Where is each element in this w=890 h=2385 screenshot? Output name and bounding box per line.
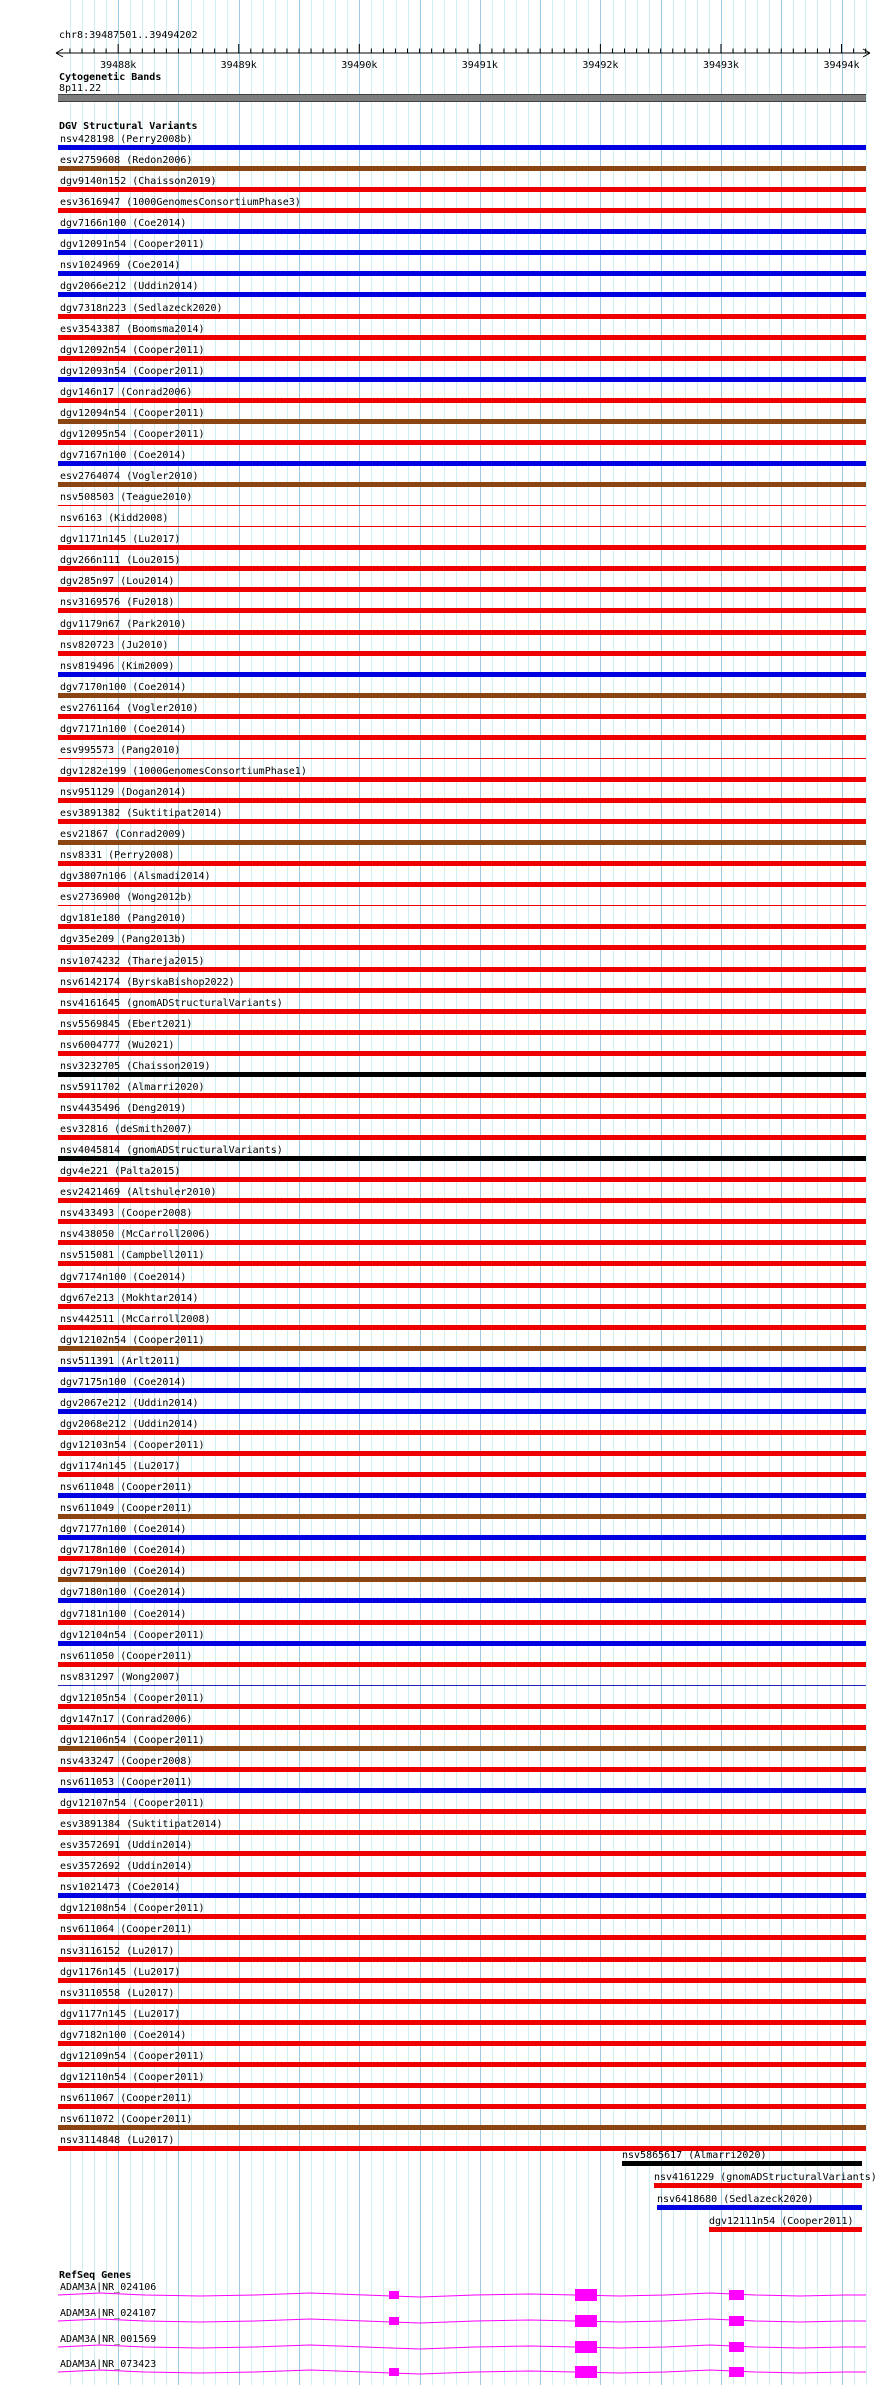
variant-label: nsv1024969 (Coe2014) — [60, 260, 181, 272]
variant-bar[interactable] — [58, 1430, 866, 1435]
variant-bar[interactable] — [58, 505, 866, 506]
exon-block[interactable] — [575, 2366, 597, 2378]
variant-label: nsv428198 (Perry2008b) — [60, 134, 193, 145]
variant-bar[interactable] — [58, 1219, 866, 1224]
variant-label: nsv6004777 (Wu2021) — [60, 1039, 175, 1051]
variant-bar[interactable] — [58, 1135, 866, 1140]
variant-label: nsv4161645 (gnomADStructuralVariants) — [60, 997, 283, 1009]
variant-label: dgv12105n54 (Cooper2011) — [60, 1692, 205, 1704]
variant-bar[interactable] — [58, 905, 866, 906]
variant-bar[interactable] — [58, 1767, 866, 1772]
variant-bar[interactable] — [58, 1198, 866, 1203]
variant-bar[interactable] — [58, 587, 866, 592]
variant-bar[interactable] — [58, 714, 866, 719]
variant-label: nsv611053 (Cooper2011) — [60, 1777, 193, 1788]
gene-label: ADAM3A|NR_001569 — [60, 2334, 157, 2345]
variant-bar[interactable] — [58, 1872, 866, 1877]
variant-bar[interactable] — [58, 1451, 866, 1456]
variant-bar[interactable] — [58, 1685, 866, 1686]
variant-bar[interactable] — [58, 545, 866, 550]
cytoband-name: 8p11.22 — [59, 83, 102, 94]
ruler-tick-label: 39493k — [702, 60, 740, 71]
variant-bar[interactable] — [58, 882, 866, 887]
variant-label: dgv7171n100 (Coe2014) — [60, 723, 187, 735]
variant-label: esv3572692 (Uddin2014) — [60, 1861, 193, 1873]
variant-label: nsv611050 (Cooper2011) — [60, 1650, 193, 1662]
variant-label: esv995573 (Pang2010) — [60, 744, 181, 756]
variant-label: esv21867 (Conrad2009) — [60, 829, 187, 841]
variant-bar[interactable] — [622, 2161, 862, 2166]
variant-label: esv3616947 (1000GenomesConsortiumPhase3) — [60, 197, 301, 209]
variant-label: nsv433493 (Cooper2008) — [60, 1208, 193, 1220]
variant-label: esv2764074 (Vogler2010) — [60, 471, 199, 482]
variant-bar[interactable] — [58, 166, 866, 171]
variant-bar[interactable] — [58, 2104, 866, 2109]
variant-label: dgv146n17 (Conrad2006) — [60, 386, 193, 398]
variant-label: dgv7181n100 (Coe2014) — [60, 1608, 187, 1620]
variant-bar[interactable] — [58, 967, 866, 972]
variant-label: dgv2068e212 (Uddin2014) — [60, 1418, 199, 1430]
variant-bar[interactable] — [58, 988, 866, 993]
variant-label: dgv67e213 (Mokhtar2014) — [60, 1292, 199, 1304]
variant-bar[interactable] — [58, 187, 866, 192]
variant-bar[interactable] — [58, 1535, 866, 1540]
variant-label: dgv7174n100 (Coe2014) — [60, 1271, 187, 1283]
variant-bar[interactable] — [654, 2183, 862, 2188]
variant-bar[interactable] — [58, 1388, 866, 1393]
variant-label: esv2759608 (Redon2006) — [60, 155, 193, 167]
cytoband-track-title: Cytogenetic Bands — [59, 72, 162, 83]
variant-bar[interactable] — [58, 1809, 866, 1814]
variant-label: dgv12092n54 (Cooper2011) — [60, 344, 205, 356]
variant-label: esv3891384 (Suktitipat2014) — [60, 1819, 223, 1831]
variant-label: nsv3114848 (Lu2017) — [60, 2135, 175, 2147]
variant-bar[interactable] — [58, 1662, 866, 1667]
variant-label: dgv7179n100 (Coe2014) — [60, 1566, 187, 1578]
ruler-tick-label: 39488k — [100, 60, 137, 71]
variant-bar[interactable] — [58, 798, 866, 803]
variant-bar[interactable] — [58, 1620, 866, 1625]
variant-bar[interactable] — [58, 861, 866, 866]
variant-bar[interactable] — [58, 356, 866, 361]
variant-bar[interactable] — [58, 758, 866, 759]
variant-label: dgv12091n54 (Cooper2011) — [60, 239, 205, 251]
variant-bar[interactable] — [58, 840, 866, 845]
variant-bar[interactable] — [58, 2041, 866, 2046]
exon-block[interactable] — [575, 2315, 597, 2327]
variant-bar[interactable] — [58, 1051, 866, 1056]
variant-label: dgv7175n100 (Coe2014) — [60, 1376, 187, 1388]
variant-label: dgv12111n54 (Cooper2011) — [709, 2216, 854, 2227]
variant-bar[interactable] — [58, 208, 866, 213]
variant-bar[interactable] — [58, 1346, 866, 1351]
variant-label: dgv4e221 (Palta2015) — [60, 1166, 181, 1178]
variant-label: dgv1179n67 (Park2010) — [60, 618, 187, 630]
variant-label: dgv7180n100 (Coe2014) — [60, 1587, 187, 1599]
variant-label: esv32816 (deSmith2007) — [60, 1124, 193, 1135]
variant-label: dgv1171n145 (Lu2017) — [60, 534, 181, 546]
variant-bar[interactable] — [58, 1935, 866, 1940]
variant-bar[interactable] — [58, 1009, 866, 1014]
variant-label: nsv442511 (McCarroll2008) — [60, 1313, 211, 1325]
variant-label: dgv35e209 (Pang2013b) — [60, 934, 187, 946]
variant-label: nsv433247 (Cooper2008) — [60, 1755, 193, 1767]
variant-label: esv3543387 (Boomsma2014) — [60, 323, 205, 335]
variant-bar[interactable] — [58, 777, 866, 782]
variant-label: nsv819496 (Kim2009) — [60, 660, 175, 672]
variant-label: dgv12095n54 (Cooper2011) — [60, 428, 205, 440]
variant-bar[interactable] — [58, 1177, 866, 1182]
variant-label: nsv6418680 (Sedlazeck2020) — [657, 2194, 814, 2205]
variant-bar[interactable] — [58, 2020, 866, 2025]
variant-label: dgv7177n100 (Coe2014) — [60, 1524, 187, 1536]
variant-bar[interactable] — [58, 1851, 866, 1856]
variant-label: esv2736900 (Wong2012b) — [60, 892, 193, 904]
ruler-tick-label: 39489k — [220, 60, 257, 71]
variant-bar[interactable] — [58, 1746, 866, 1751]
variant-bar[interactable] — [58, 566, 866, 571]
variant-label: dgv1282e199 (1000GenomesConsortiumPhase1) — [60, 765, 307, 777]
variant-label: nsv4045814 (gnomADStructuralVariants) — [60, 1145, 283, 1157]
variant-label: nsv4435496 (Deng2019) — [60, 1102, 187, 1114]
variant-bar[interactable] — [58, 735, 866, 740]
variant-bar[interactable] — [58, 630, 866, 635]
variant-bar[interactable] — [58, 2125, 866, 2130]
variant-label: esv2761164 (Vogler2010) — [60, 702, 199, 714]
variant-bar[interactable] — [58, 693, 866, 698]
exon-block[interactable] — [389, 2291, 399, 2299]
ruler-tick-label: 39490k — [341, 60, 378, 71]
gene-label: ADAM3A|NR_073423 — [60, 2359, 157, 2370]
variant-label: dgv12094n54 (Cooper2011) — [60, 407, 205, 419]
variant-bar[interactable] — [58, 1704, 866, 1709]
variant-bar[interactable] — [58, 924, 866, 929]
variant-label: dgv12110n54 (Cooper2011) — [60, 2071, 205, 2083]
variant-bar[interactable] — [58, 1830, 866, 1835]
exon-block[interactable] — [729, 2367, 744, 2377]
variant-label: dgv7166n100 (Coe2014) — [60, 218, 187, 230]
variant-label: nsv511391 (Arlt2011) — [60, 1355, 181, 1367]
ruler-tick-label: 39491k — [461, 60, 498, 71]
variant-label: dgv1177n145 (Lu2017) — [60, 2008, 181, 2020]
variant-bar[interactable] — [58, 1472, 866, 1477]
variant-label: dgv7182n100 (Coe2014) — [60, 2029, 187, 2041]
variant-label: dgv12108n54 (Cooper2011) — [60, 1903, 205, 1915]
variant-label: nsv438050 (McCarroll2006) — [60, 1229, 211, 1241]
variant-bar[interactable] — [58, 1514, 866, 1519]
variant-label: nsv3110558 (Lu2017) — [60, 1987, 175, 1999]
variant-label: dgv7170n100 (Coe2014) — [60, 681, 187, 693]
variant-label: dgv2067e212 (Uddin2014) — [60, 1397, 199, 1409]
variant-label: dgv7178n100 (Coe2014) — [60, 1545, 187, 1557]
variant-bar[interactable] — [58, 672, 866, 677]
variant-bar[interactable] — [58, 250, 866, 255]
variant-bar[interactable] — [58, 461, 866, 466]
exon-block[interactable] — [389, 2368, 399, 2376]
variant-bar[interactable] — [58, 229, 866, 234]
variant-bar[interactable] — [58, 608, 866, 613]
variant-bar[interactable] — [58, 1641, 866, 1646]
variant-label: dgv3807n106 (Alsmadi2014) — [60, 871, 211, 883]
variant-bar[interactable] — [58, 398, 866, 403]
variant-label: nsv3169576 (Fu2018) — [60, 597, 175, 609]
exon-block[interactable] — [729, 2316, 744, 2326]
exon-block[interactable] — [729, 2342, 744, 2352]
cytoband-glyph — [58, 94, 866, 102]
refseq-track-title: RefSeq Genes — [59, 2270, 132, 2281]
variant-label: nsv831297 (Wong2007) — [60, 1671, 181, 1683]
variant-bar[interactable] — [58, 1093, 866, 1098]
variant-label: dgv7318n223 (Sedlazeck2020) — [60, 302, 223, 314]
variant-bar[interactable] — [709, 2227, 862, 2232]
variant-bar[interactable] — [58, 1725, 866, 1730]
variant-bar[interactable] — [58, 1030, 866, 1035]
variant-bar[interactable] — [58, 419, 866, 424]
variant-bar[interactable] — [58, 1577, 866, 1582]
variant-label: dgv12093n54 (Cooper2011) — [60, 365, 205, 377]
variant-label: dgv1176n145 (Lu2017) — [60, 1966, 181, 1978]
variant-bar[interactable] — [58, 1788, 866, 1793]
variant-bar[interactable] — [58, 1240, 866, 1245]
variant-bar[interactable] — [58, 335, 866, 340]
gene-label: ADAM3A|NR_024107 — [60, 2308, 157, 2319]
variant-label: nsv951129 (Dogan2014) — [60, 787, 187, 798]
variant-bar[interactable] — [58, 145, 866, 150]
variant-label: dgv285n97 (Lou2014) — [60, 576, 175, 588]
variant-bar[interactable] — [58, 1325, 866, 1330]
variant-label: nsv508503 (Teague2010) — [60, 492, 193, 504]
variant-bar[interactable] — [58, 1598, 866, 1603]
variant-label: nsv4161229 (gnomADStructuralVariants) — [654, 2172, 877, 2183]
variant-label: dgv1174n145 (Lu2017) — [60, 1461, 181, 1472]
variant-bar[interactable] — [58, 1072, 866, 1077]
variant-label: nsv515081 (Campbell2011) — [60, 1250, 205, 1262]
variant-label: dgv9140n152 (Chaisson2019) — [60, 176, 217, 188]
variant-label: dgv2066e212 (Uddin2014) — [60, 281, 199, 293]
variant-label: dgv12109n54 (Cooper2011) — [60, 2050, 205, 2062]
variant-bar[interactable] — [58, 1409, 866, 1414]
variant-label: nsv5865617 (Almarri2020) — [622, 2150, 767, 2161]
variant-bar[interactable] — [58, 1367, 866, 1372]
variant-label: dgv147n17 (Conrad2006) — [60, 1713, 193, 1725]
ruler-tick-label: 39492k — [582, 60, 619, 71]
variant-label: nsv1074232 (Thareja2015) — [60, 955, 205, 967]
variant-label: esv2421469 (Altshuler2010) — [60, 1187, 217, 1199]
variant-bar[interactable] — [58, 1114, 866, 1119]
variant-bar[interactable] — [657, 2205, 862, 2210]
variant-bar[interactable] — [58, 1493, 866, 1498]
variant-label: nsv5569845 (Ebert2021) — [60, 1018, 193, 1030]
variant-bar[interactable] — [58, 482, 866, 487]
variant-bar[interactable] — [58, 819, 866, 824]
variant-label: nsv3232705 (Chaisson2019) — [60, 1060, 211, 1072]
variant-label: nsv6142174 (ByrskaBishop2022) — [60, 976, 235, 988]
variant-bar[interactable] — [58, 1999, 866, 2004]
variant-bar[interactable] — [58, 1261, 866, 1266]
variant-label: dgv181e180 (Pang2010) — [60, 913, 187, 925]
exon-block[interactable] — [389, 2317, 399, 2325]
variant-label: nsv1021473 (Coe2014) — [60, 1882, 181, 1894]
variant-bar[interactable] — [58, 314, 866, 319]
variant-label: esv3572691 (Uddin2014) — [60, 1840, 193, 1852]
variant-label: dgv12107n54 (Cooper2011) — [60, 1798, 205, 1810]
variant-bar[interactable] — [58, 526, 866, 527]
variant-label: nsv3116152 (Lu2017) — [60, 1945, 175, 1957]
variant-label: esv3891382 (Suktitipat2014) — [60, 808, 223, 819]
variant-bar[interactable] — [58, 1893, 866, 1898]
variant-label: nsv611064 (Cooper2011) — [60, 1924, 193, 1936]
exon-block[interactable] — [575, 2289, 597, 2301]
variant-bar[interactable] — [58, 1914, 866, 1919]
variant-bar[interactable] — [58, 2062, 866, 2067]
variant-bar[interactable] — [58, 377, 866, 382]
variant-bar[interactable] — [58, 1957, 866, 1962]
variant-label: nsv611048 (Cooper2011) — [60, 1482, 193, 1494]
exon-block[interactable] — [575, 2341, 597, 2353]
variant-bar[interactable] — [58, 271, 866, 276]
variant-label: dgv12103n54 (Cooper2011) — [60, 1440, 205, 1451]
region-label: chr8:39487501..39494202 — [59, 30, 198, 41]
variant-bar[interactable] — [58, 2083, 866, 2088]
variant-label: nsv611067 (Cooper2011) — [60, 2093, 193, 2104]
variant-bar[interactable] — [58, 945, 866, 950]
variant-label: dgv7167n100 (Coe2014) — [60, 450, 187, 461]
variant-bar[interactable] — [58, 1304, 866, 1309]
variant-label: nsv6163 (Kidd2008) — [60, 513, 169, 525]
variant-label: nsv820723 (Ju2010) — [60, 639, 169, 651]
variant-label: dgv266n111 (Lou2015) — [60, 555, 181, 567]
exon-block[interactable] — [729, 2290, 744, 2300]
variant-label: dgv12104n54 (Cooper2011) — [60, 1629, 205, 1641]
variant-bar[interactable] — [58, 440, 866, 445]
variant-bar[interactable] — [58, 1556, 866, 1561]
variant-bar[interactable] — [58, 651, 866, 656]
variant-bar[interactable] — [58, 1283, 866, 1288]
variant-label: dgv12102n54 (Cooper2011) — [60, 1334, 205, 1346]
dgv-track-title: DGV Structural Variants — [59, 121, 198, 132]
variant-bar[interactable] — [58, 292, 866, 297]
variant-label: nsv5911702 (Almarri2020) — [60, 1081, 205, 1093]
variant-label: dgv12106n54 (Cooper2011) — [60, 1734, 205, 1746]
variant-label: nsv8331 (Perry2008) — [60, 850, 175, 862]
ruler-tick-label: 39494k — [823, 60, 860, 71]
variant-label: nsv611072 (Cooper2011) — [60, 2114, 193, 2125]
gene-label: ADAM3A|NR_024106 — [60, 2282, 157, 2293]
variant-bar[interactable] — [58, 1156, 866, 1161]
variant-label: nsv611049 (Cooper2011) — [60, 1503, 193, 1515]
variant-bar[interactable] — [58, 1978, 866, 1983]
